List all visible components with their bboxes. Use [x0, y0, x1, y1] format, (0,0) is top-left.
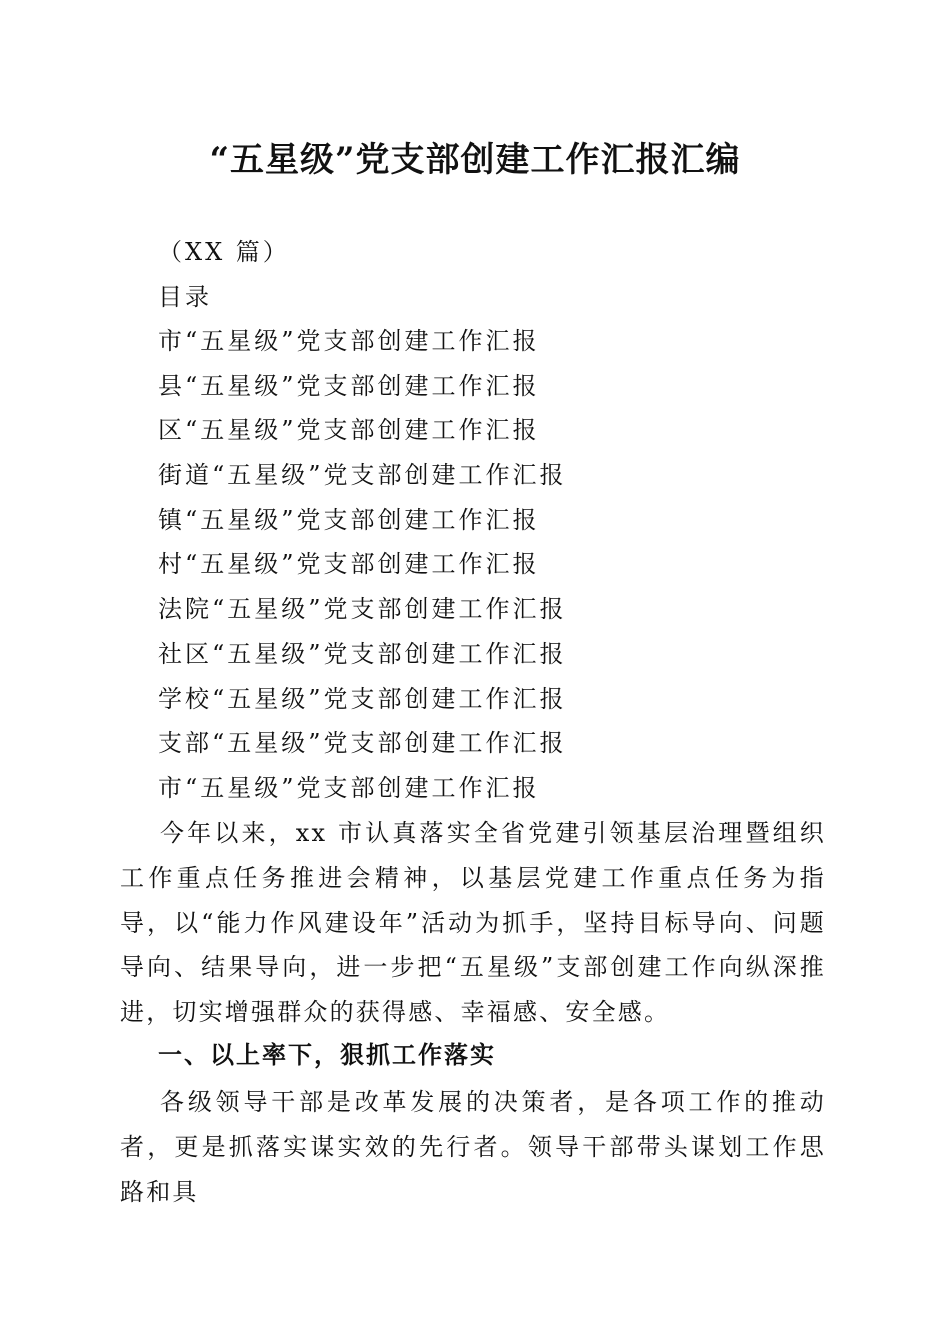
- intro-paragraph: 今年以来，xx 市认真落实全省党建引领基层治理暨组织工作重点任务推进会精神，以基层党建工作重点任务为指导，以“能力作风建设年”活动为抓手，坚持目标导向、问题导向、结果导向，进一步把“五星级”支部创建工作向纵深推进，切实增强群众的获得感、幸福感、安全感。: [120, 819, 826, 1027]
- toc-item: 县“五星级”党支部创建工作汇报: [158, 371, 540, 400]
- table-of-contents: [158, 323, 567, 815]
- toc-item: 社区“五星级”党支部创建工作汇报: [158, 639, 567, 668]
- toc-item: 镇“五星级”党支部创建工作汇报: [158, 505, 540, 534]
- toc-item: 街道“五星级”党支部创建工作汇报: [158, 461, 567, 490]
- section-1-heading: 一、以上率下，狠抓工作落实: [158, 1041, 496, 1069]
- toc-item: 法院“五星级”党支部创建工作汇报: [158, 595, 567, 624]
- section-1-paragraph: 各级领导干部是改革发展的决策者，是各项工作的推动者，更是抓落实谋实效的先行者。领导干部带头谋划工作思路和具: [120, 1088, 826, 1206]
- toc-item: 区“五星级”党支部创建工作汇报: [158, 416, 540, 445]
- toc-item: 市“五星级”党支部创建工作汇报: [158, 773, 540, 802]
- toc-item: 村“五星级”党支部创建工作汇报: [158, 550, 540, 579]
- count-note: （XX 篇）: [158, 238, 290, 266]
- toc-item: 支部“五星级”党支部创建工作汇报: [158, 729, 567, 758]
- toc-heading: 目录: [158, 283, 212, 311]
- toc-item: 市“五星级”党支部创建工作汇报: [158, 327, 540, 355]
- toc-item: 学校“五星级”党支部创建工作汇报: [158, 684, 567, 713]
- document-title: “五星级”党支部创建工作汇报汇编: [209, 140, 741, 180]
